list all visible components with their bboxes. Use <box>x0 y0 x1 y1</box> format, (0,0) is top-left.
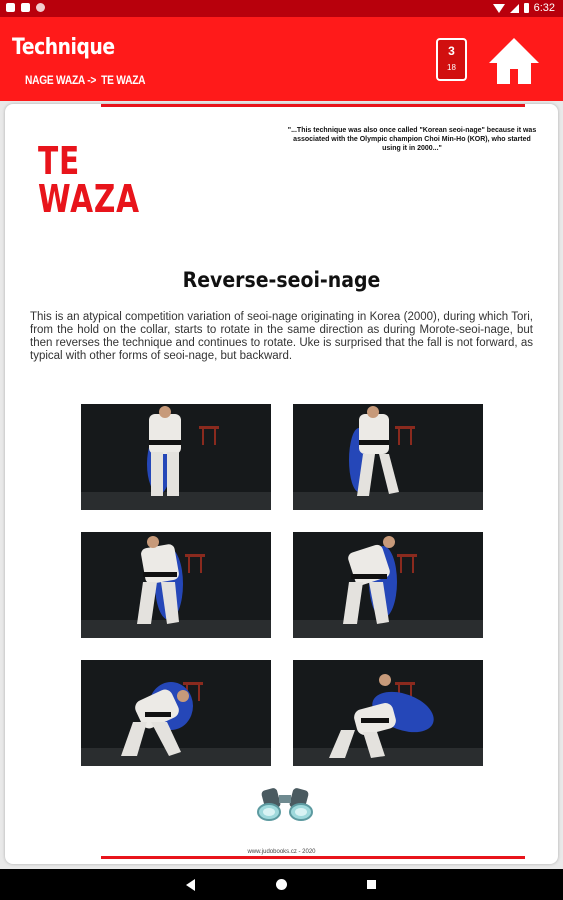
recents-icon[interactable] <box>367 880 376 889</box>
signal-icon <box>510 4 519 13</box>
divider <box>101 856 525 859</box>
section-logo <box>38 139 140 221</box>
binoculars-button[interactable] <box>255 779 315 824</box>
page-counter-total: 18 <box>447 63 456 72</box>
technique-photo-4[interactable] <box>293 532 483 638</box>
logo-line: WAZA <box>38 177 140 221</box>
back-icon[interactable] <box>186 879 195 891</box>
technique-description: This is an atypical competition variation of seoi-nage originating in Korea (2000), during which Tori, from the hold on the collar, starts to rotate in the same direction as during Morote-seoi-nage, but then reverses the technique and continues to rotate. Uke is surprised that the fall is not forward, as typical with other forms of seoi-nage, but backward. <box>30 311 533 362</box>
breadcrumb-item[interactable]: NAGE WAZA -> <box>25 73 97 87</box>
technique-photo-2[interactable] <box>293 404 483 510</box>
technique-title: Reverse-seoi-nage <box>182 268 381 292</box>
status-notification-icons <box>6 3 45 12</box>
status-time: 6:32 <box>533 2 555 14</box>
battery-icon <box>524 3 529 13</box>
home-nav-icon[interactable] <box>276 879 287 890</box>
breadcrumb <box>25 73 145 87</box>
notification-icon <box>21 3 30 12</box>
technique-card <box>5 104 558 864</box>
logo-line: TE <box>38 139 81 183</box>
app-bar <box>0 17 563 101</box>
divider <box>101 104 525 107</box>
technique-quote: "...This technique was also once called "Korean seoi-nage" because it was associated with the Olympic champion Choi Min-Ho (KOR), who started using it in 2000..." <box>287 127 537 152</box>
home-button[interactable] <box>486 35 542 87</box>
notification-icon <box>6 3 15 12</box>
page-title: Technique <box>12 35 115 60</box>
binoculars-icon <box>255 779 315 824</box>
technique-photo-3[interactable] <box>81 532 271 638</box>
breadcrumb-item[interactable]: TE WAZA <box>101 73 146 87</box>
navigation-bar <box>0 869 563 900</box>
status-system-icons <box>493 2 555 14</box>
footer-credit: www.judobooks.cz - 2020 <box>247 849 316 855</box>
technique-photo-5[interactable] <box>81 660 271 766</box>
technique-photo-6[interactable] <box>293 660 483 766</box>
status-bar <box>0 0 563 17</box>
page-counter-current: 3 <box>448 44 455 58</box>
technique-photo-1[interactable] <box>81 404 271 510</box>
notification-icon <box>36 3 45 12</box>
page-counter-button[interactable] <box>436 38 467 81</box>
wifi-icon <box>493 4 505 13</box>
home-icon <box>486 35 542 87</box>
